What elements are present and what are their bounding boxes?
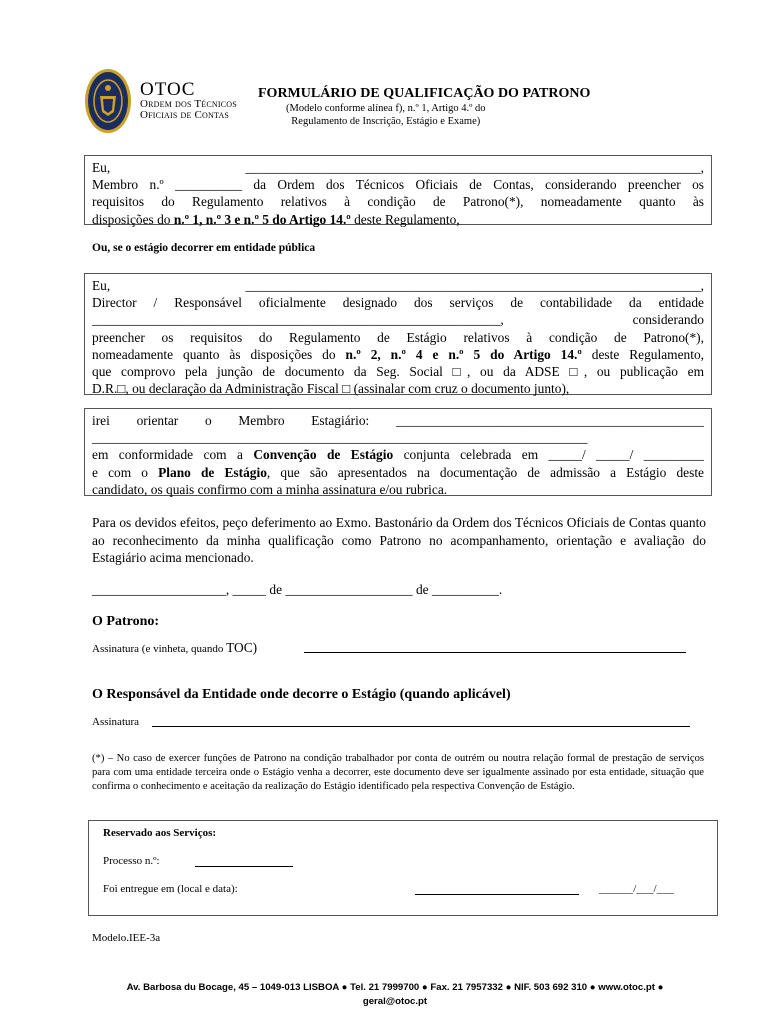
entity-responsible-heading: O Responsável da Entidade onde decorre o Estágio (quando aplicável) <box>92 687 511 702</box>
org-name-line2: Oficiais de Contas <box>140 109 230 121</box>
box2-line1: Eu, ____________________________________________________________________, <box>92 278 704 293</box>
box2-line5: nomeadamente quanto às disposições do n.º 2, n.º 4 e n.º 5 do Artigo 14.º deste Regulamento, <box>92 346 704 362</box>
patrono-declaration-box <box>84 155 712 225</box>
box3-line2: __________________________________________________________________________ <box>92 430 588 446</box>
public-entity-subheading: Ou, se o estágio decorrer em entidade pública <box>92 242 316 254</box>
process-number-label: Processo n.º: <box>103 855 160 867</box>
org-name-block <box>140 80 237 121</box>
delivered-date-field[interactable]: ______/___/___ <box>599 883 674 895</box>
box3-line1: irei orientar o Membro Estagiário: ______________________________________________ <box>92 413 704 428</box>
box2-line7: D.R.□, ou declaração da Administração Fiscal □ (assinalar com cruz o documento junto), <box>92 381 570 397</box>
model-code: Modelo.IEE-3a <box>92 932 161 944</box>
reserved-services-box <box>88 820 718 916</box>
box3-line5: candidato, os quais confirmo com a minha assinatura e/ou rubrica. <box>92 481 448 497</box>
footer-email: geral@otoc.pt <box>362 996 428 1007</box>
box3-line4: e com o Plano de Estágio, que são apresentados na documentação de admissão a Estágio deste <box>92 464 704 480</box>
request-paragraph: Para os devidos efeitos, peço deferimento ao Exmo. Bastonário da Ordem dos Técnicos Oficiais de Contas quanto ao reconhecimento da minha qualificação como Patrono no acompanhamento, orientação e avaliação do Estagiário acima mencionado. <box>92 515 706 565</box>
footnote: (*) – No caso de exercer funções de Patrono na condição trabalhador por conta de outrém ou noutra relação formal de prestação de serviços para com uma entidade terceira onde o Estágio venha a decorrer, este documento deve ser igualmente assinado por esta entidade, situação que confirma o conhecimento e aceitação da realização do Estágio identificado pela respectiva Convenção de Estágio. <box>92 753 704 793</box>
public-entity-declaration-box <box>84 273 712 395</box>
reserved-title: Reservado aos Serviços: <box>103 827 217 839</box>
otoc-logo-seal-icon <box>84 68 132 134</box>
document-subtitle <box>286 102 486 128</box>
footer-line1: Av. Barbosa du Bocage, 45 – 1049-013 LISBOA ● Tel. 21 7999700 ● Fax. 21 7957332 ● NIF. 503 692 310 ● www.otoc.pt ● <box>126 982 664 993</box>
subtitle-line2: Regulamento de Inscrição, Estágio e Exame) <box>291 116 481 127</box>
entity-signature-field[interactable] <box>152 726 690 727</box>
box1-line1: Eu, ____________________________________________________________________, <box>92 160 704 175</box>
org-acronym: OTOC <box>140 79 196 100</box>
footer-address <box>100 981 690 1009</box>
patrono-signature-field[interactable] <box>304 652 686 653</box>
box1-line4: disposições do n.º 1, n.º 3 e n.º 5 do Artigo 14.º deste Regulamento, <box>92 211 460 227</box>
box2-line4: preencher os requisitos do Regulamento de Estágio relativos à condição de Patrono(*), <box>92 329 704 345</box>
trainee-orientation-box <box>84 408 712 496</box>
patrono-heading: O Patrono: <box>92 614 160 629</box>
document-title: FORMULÁRIO DE QUALIFICAÇÃO DO PATRONO <box>258 86 591 101</box>
entity-signature-label: Assinatura <box>92 716 140 728</box>
place-date-line: ____________________, _____ de ___________________ de __________. <box>92 582 503 597</box>
patrono-signature-label: Assinatura (e vinheta, quando TOC) <box>92 640 258 655</box>
delivered-label: Foi entregue em (local e data): <box>103 883 238 895</box>
box2-line6: que comprovo pela junção de documento da Seg. Social □, ou da ADSE □, ou publicação em <box>92 364 704 380</box>
box1-line3: requisitos do Regulamento relativos à condição de Patrono(*), nomeadamente quanto às <box>92 194 704 210</box>
box2-line2: Director / Responsável oficialmente designado dos serviços de contabilidade da entidade <box>92 295 704 311</box>
box2-line3: _____________________________________________________________, considerando <box>92 312 704 328</box>
box3-line3: em conformidade com a Convenção de Estágio conjunta celebrada em _____/ _____/ _________ <box>92 447 704 463</box>
box1-line2: Membro n.º __________ da Ordem dos Técnicos Oficiais de Contas, considerando preencher os <box>92 177 704 193</box>
subtitle-line1: (Modelo conforme alínea f), n.º 1, Artigo 4.º do <box>286 103 486 114</box>
delivered-location-field[interactable] <box>415 894 579 895</box>
process-number-field[interactable] <box>195 866 293 867</box>
org-name-line1: Ordem dos Técnicos <box>140 98 237 110</box>
